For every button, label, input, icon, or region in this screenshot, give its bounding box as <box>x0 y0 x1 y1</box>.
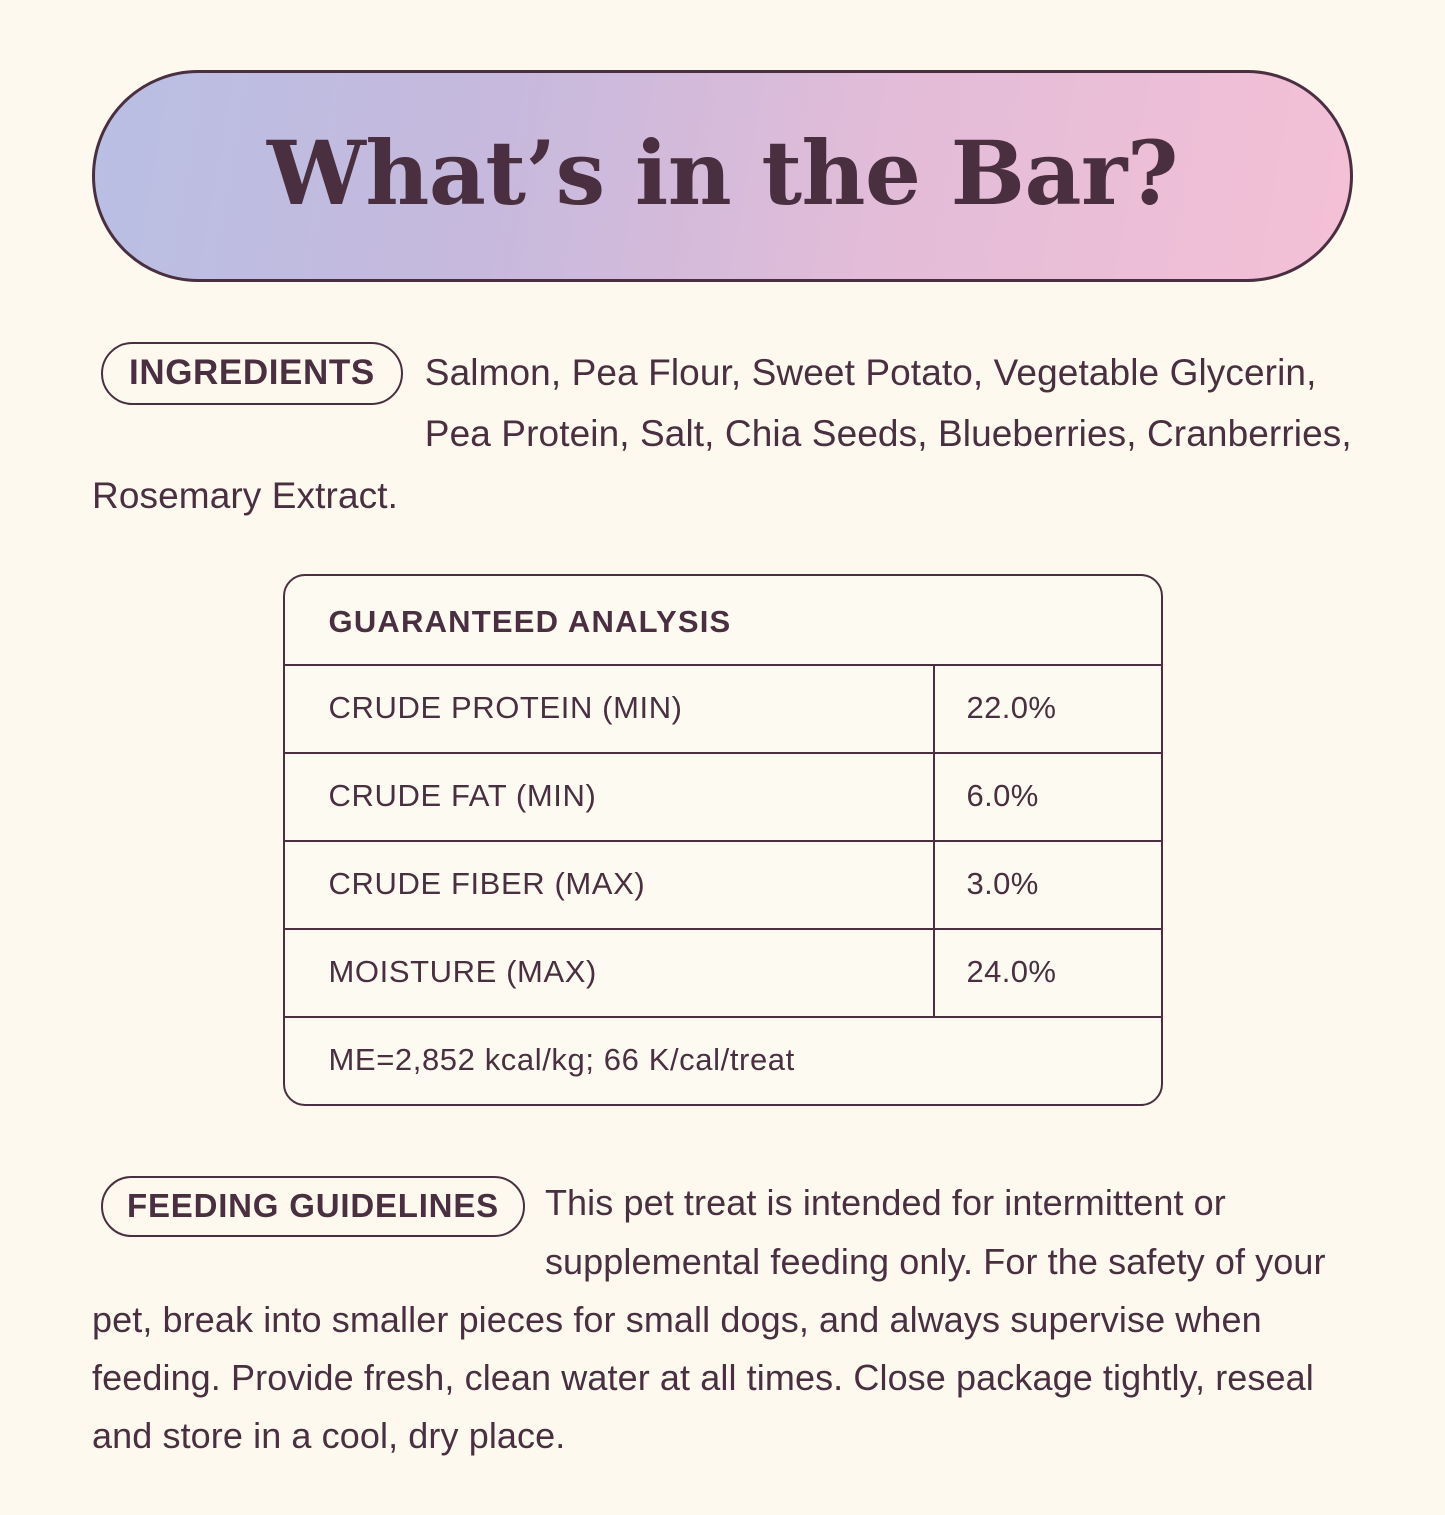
analysis-title: GUARANTEED ANALYSIS <box>328 604 732 640</box>
table-row <box>285 840 1161 928</box>
analysis-row-value: 3.0% <box>966 866 1039 902</box>
ingredients-text: Salmon, Pea Flour, Sweet Potato, Vegetable Glycerin, Pea Protein, Salt, Chia Seeds, Blueberries, Cranberries, Rosemary Extract. <box>92 352 1352 516</box>
feeding-guidelines-section <box>92 1174 1353 1466</box>
guaranteed-analysis-section <box>283 574 1163 1106</box>
analysis-row-label: CRUDE FAT (MIN) <box>285 754 935 840</box>
analysis-row-label: CRUDE FIBER (MAX) <box>285 842 935 928</box>
analysis-row-value: 6.0% <box>966 778 1039 814</box>
analysis-row-value: 22.0% <box>966 690 1057 726</box>
page-title: What’s in the Bar? <box>267 121 1178 225</box>
feeding-guidelines-label: FEEDING GUIDELINES <box>101 1176 525 1237</box>
analysis-row-value: 24.0% <box>966 954 1057 990</box>
analysis-footnote: ME=2,852 kcal/kg; 66 K/cal/treat <box>328 1042 795 1078</box>
analysis-row-label: MOISTURE (MAX) <box>285 930 935 1016</box>
product-info-panel <box>0 70 1445 1515</box>
table-row <box>285 928 1161 1016</box>
table-row <box>285 752 1161 840</box>
ingredients-label: INGREDIENTS <box>101 342 403 405</box>
feeding-guidelines-text: This pet treat is intended for intermittent or supplemental feeding only. For the safety of your pet, break into smaller pieces for small dogs, and always supervise when feeding. Provide fresh, clean water at all times. Close package tightly, reseal and store in a cool, dry place. <box>92 1182 1326 1457</box>
table-row-footnote <box>285 1016 1161 1104</box>
header-banner <box>92 70 1353 282</box>
guaranteed-analysis-table <box>283 574 1163 1106</box>
table-row <box>285 664 1161 752</box>
ingredients-section <box>92 342 1353 526</box>
analysis-row-label: CRUDE PROTEIN (MIN) <box>285 666 935 752</box>
